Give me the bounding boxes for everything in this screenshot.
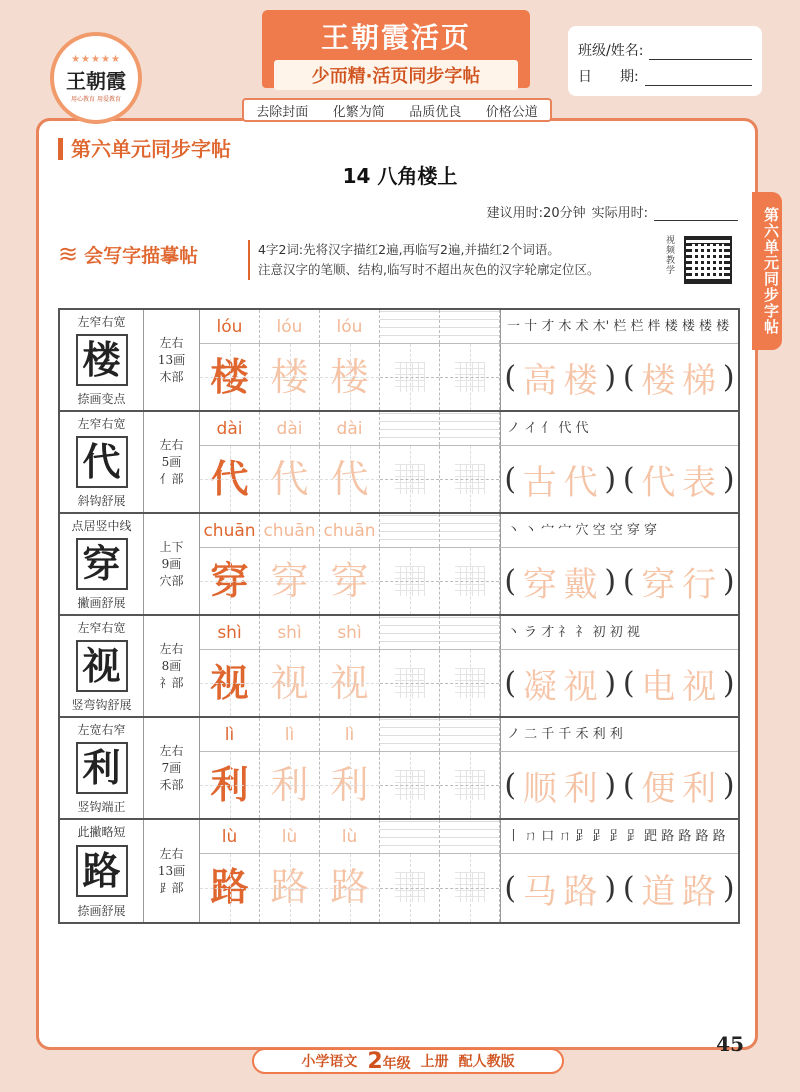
structure-tip: 左窄右宽 [77, 621, 126, 635]
writing-grid[interactable] [380, 752, 440, 818]
structure-type: 左右 [159, 743, 184, 758]
word-char: 戴 [563, 564, 598, 605]
close-paren: ) [722, 665, 735, 701]
date-label: 日 期: [578, 69, 639, 85]
open-paren: ( [622, 461, 635, 497]
word-char: 视 [563, 666, 598, 707]
writing-grid[interactable] [380, 548, 440, 614]
practice-area [200, 514, 738, 614]
page-number: 45 [716, 1032, 744, 1056]
writing-grid[interactable] [440, 752, 500, 818]
section-heading: 第六单元同步字帖 [58, 138, 231, 160]
model-glyph: 穿 [200, 548, 260, 614]
pinyin-trace[interactable]: lóu [320, 310, 380, 343]
pinyin-trace[interactable]: lì [260, 718, 320, 751]
structure-type: 左右 [159, 641, 184, 656]
pinyin-row [200, 718, 738, 752]
word-box[interactable] [620, 455, 739, 504]
logo-text: 王朝霞 [66, 68, 126, 93]
title-banner [262, 10, 530, 88]
character-row [60, 310, 738, 412]
model-glyph: 路 [200, 854, 260, 922]
pinyin-trace[interactable]: chuān [260, 514, 320, 547]
close-paren: ) [722, 563, 735, 599]
practice-area [200, 310, 738, 410]
radical: 木部 [159, 369, 184, 384]
time-note [487, 202, 738, 221]
word-char: 表 [682, 462, 717, 503]
word-char: 代 [641, 462, 676, 503]
character-card [60, 616, 144, 716]
word-practice [500, 344, 738, 410]
footer-grade-number: 2 [367, 1048, 383, 1074]
trace-glyph[interactable]: 视 [260, 650, 320, 716]
word-box[interactable] [620, 761, 739, 810]
unit-side-tab: 第六单元同步字帖 [752, 192, 782, 350]
word-char: 梯 [682, 360, 717, 401]
model-character: 视 [76, 640, 128, 692]
stroke-count: 7画 [161, 760, 182, 775]
pinyin-trace[interactable]: lù [320, 820, 380, 853]
structure-type: 左右 [159, 846, 184, 861]
open-paren: ( [622, 870, 635, 906]
open-paren: ( [622, 665, 635, 701]
pinyin-blank[interactable] [440, 718, 500, 751]
character-meta [144, 718, 200, 818]
character-card [60, 412, 144, 512]
footer-grade: 年级 [382, 1055, 411, 1072]
character-row [60, 718, 738, 820]
practice-heading [58, 240, 198, 268]
actual-time-field[interactable] [654, 207, 738, 221]
word-box[interactable] [620, 864, 739, 913]
writing-grid[interactable] [440, 854, 500, 922]
writing-row [200, 548, 738, 614]
open-paren: ( [622, 767, 635, 803]
model-glyph: 利 [200, 752, 260, 818]
slogan: 价格公道 [485, 104, 538, 120]
close-paren: ) [604, 767, 617, 803]
logo-subtext: 用心教育 用爱教育 [71, 95, 121, 103]
practice-instructions [248, 240, 648, 280]
slogan: 去除封面 [256, 104, 309, 120]
structure-type: 上下 [159, 539, 184, 554]
word-char: 利 [682, 768, 717, 809]
open-paren: ( [622, 563, 635, 599]
pinyin-trace[interactable]: shì [320, 616, 380, 649]
word-char: 路 [563, 871, 598, 912]
radical: 礻部 [159, 675, 184, 690]
structure-tip: 点居竖中线 [71, 519, 132, 533]
brand-logo [50, 32, 142, 124]
stroke-order: 丨 ㄇ 口 ㄇ 𧾷 𧾷 𧾷 𧾷 跁 路 路 路 路 [500, 820, 738, 853]
waves-icon: ≋ [58, 240, 79, 268]
stroke-tip: 捺画变点 [77, 392, 126, 406]
trace-glyph[interactable]: 路 [320, 854, 380, 922]
stroke-order: 丶 丶 宀 宀 穴 空 空 穿 穿 [500, 514, 738, 547]
qr-code-icon[interactable] [684, 236, 732, 284]
character-meta [144, 412, 200, 512]
model-character: 代 [76, 436, 128, 488]
pinyin-row [200, 820, 738, 854]
pinyin-trace[interactable]: dài [320, 412, 380, 445]
writing-grid[interactable] [440, 650, 500, 716]
stroke-tip: 捺画舒展 [77, 904, 126, 918]
stroke-count: 13画 [157, 352, 186, 367]
instruction-line: 注意汉字的笔顺、结构,临写时不超出灰色的汉字轮廓定位区。 [258, 262, 600, 277]
footer-edition: 配人教版 [458, 1054, 515, 1070]
word-char: 视 [682, 666, 717, 707]
pinyin-blank[interactable] [380, 718, 440, 751]
word-practice [500, 446, 738, 512]
pinyin-blank[interactable] [380, 820, 440, 853]
word-box[interactable] [501, 864, 620, 913]
slogan-bar [242, 98, 552, 122]
word-box[interactable] [620, 353, 739, 402]
pinyin-blank[interactable] [440, 412, 500, 445]
pinyin-trace[interactable]: dài [260, 412, 320, 445]
character-meta [144, 616, 200, 716]
trace-glyph[interactable]: 路 [260, 854, 320, 922]
qr-label: 视频教学 [666, 236, 676, 276]
stroke-order: ノ 二 千 千 禾 利 利 [500, 718, 738, 751]
word-box[interactable] [501, 353, 620, 402]
pinyin-blank[interactable] [380, 616, 440, 649]
open-paren: ( [504, 665, 517, 701]
close-paren: ) [604, 461, 617, 497]
word-practice [500, 854, 738, 922]
structure-tip: 左宽右窄 [77, 723, 126, 737]
word-char: 利 [563, 768, 598, 809]
brand-tagline: 少而精·活页同步字帖 [274, 60, 518, 90]
open-paren: ( [504, 767, 517, 803]
trace-glyph[interactable]: 视 [320, 650, 380, 716]
close-paren: ) [604, 563, 617, 599]
word-char: 高 [522, 360, 557, 401]
stroke-count: 8画 [161, 658, 182, 673]
model-character: 穿 [76, 538, 128, 590]
pinyin-trace[interactable]: lì [320, 718, 380, 751]
footer-volume: 上册 [420, 1054, 449, 1070]
lesson-title: 14 八角楼上 [342, 164, 458, 188]
open-paren: ( [504, 870, 517, 906]
word-char: 古 [522, 462, 557, 503]
pinyin-model: chuān [200, 514, 260, 547]
slogan: 化繁为简 [332, 104, 385, 120]
footer-subject: 小学语文 [301, 1054, 358, 1070]
practice-area [200, 616, 738, 716]
stroke-count: 5画 [161, 454, 182, 469]
writing-row [200, 446, 738, 512]
character-meta [144, 820, 200, 922]
open-paren: ( [504, 563, 517, 599]
pinyin-blank[interactable] [440, 310, 500, 343]
writing-grid[interactable] [440, 446, 500, 512]
close-paren: ) [604, 870, 617, 906]
word-char: 穿 [522, 564, 557, 605]
pinyin-blank[interactable] [440, 820, 500, 853]
pinyin-blank[interactable] [440, 616, 500, 649]
writing-grid[interactable] [440, 344, 500, 410]
stroke-tip: 竖钩端正 [77, 800, 126, 814]
trace-glyph[interactable]: 穿 [260, 548, 320, 614]
trace-glyph[interactable]: 穿 [320, 548, 380, 614]
pinyin-row [200, 412, 738, 446]
stroke-count: 9画 [161, 556, 182, 571]
date-field[interactable] [645, 70, 752, 86]
structure-tip: 此撇略短 [77, 825, 126, 839]
pinyin-model: lóu [200, 310, 260, 343]
character-card [60, 820, 144, 922]
character-row [60, 820, 738, 922]
brand-title: 王朝霞活页 [320, 21, 471, 54]
word-char: 穿 [641, 564, 676, 605]
practice-area [200, 412, 738, 512]
star-icons: ★★★★★ [71, 53, 121, 65]
character-row [60, 514, 738, 616]
trace-glyph[interactable]: 利 [320, 752, 380, 818]
close-paren: ) [604, 665, 617, 701]
character-card [60, 514, 144, 614]
radical: ⻊部 [159, 880, 184, 895]
writing-grid[interactable] [380, 446, 440, 512]
word-char: 便 [641, 768, 676, 809]
stroke-tip: 撇画舒展 [77, 596, 126, 610]
writing-grid[interactable] [440, 548, 500, 614]
word-box[interactable] [501, 659, 620, 708]
word-char: 顺 [522, 768, 557, 809]
suggested-time: 建议用时:20分钟 [486, 206, 586, 221]
actual-time-label: 实际用时: [591, 206, 648, 221]
word-char: 道 [641, 871, 676, 912]
radical: 禾部 [159, 777, 184, 792]
stroke-order: 丶 ラ 才 礻 礻 初 初 视 [500, 616, 738, 649]
open-paren: ( [622, 359, 635, 395]
word-char: 凝 [522, 666, 557, 707]
word-char: 楼 [563, 360, 598, 401]
stroke-order: ノ イ 亻 代 代 [500, 412, 738, 445]
model-character: 路 [76, 845, 128, 897]
class-name-field[interactable] [649, 44, 752, 60]
radical: 亻部 [159, 471, 184, 486]
pinyin-row [200, 310, 738, 344]
stroke-tip: 竖弯钩舒展 [71, 698, 132, 712]
trace-glyph[interactable]: 楼 [320, 344, 380, 410]
writing-grid[interactable] [380, 650, 440, 716]
pinyin-trace[interactable]: lóu [260, 310, 320, 343]
word-box[interactable] [620, 659, 739, 708]
practice-title: 会写字描摹帖 [84, 244, 199, 267]
character-card [60, 310, 144, 410]
pinyin-row [200, 616, 738, 650]
writing-grid[interactable] [380, 854, 440, 922]
model-glyph: 楼 [200, 344, 260, 410]
pinyin-blank[interactable] [440, 514, 500, 547]
open-paren: ( [504, 359, 517, 395]
stroke-tip: 斜钩舒展 [77, 494, 126, 508]
trace-glyph[interactable]: 代 [260, 446, 320, 512]
trace-glyph[interactable]: 利 [260, 752, 320, 818]
character-row [60, 412, 738, 514]
instruction-line: 4字2词:先将汉字描红2遍,再临写2遍,并描红2个词语。 [258, 242, 560, 257]
character-card [60, 718, 144, 818]
pinyin-blank[interactable] [380, 514, 440, 547]
structure-type: 左右 [159, 335, 184, 350]
word-box[interactable] [501, 455, 620, 504]
pinyin-trace[interactable]: lù [260, 820, 320, 853]
writing-row [200, 650, 738, 716]
close-paren: ) [722, 870, 735, 906]
close-paren: ) [722, 461, 735, 497]
structure-type: 左右 [159, 437, 184, 452]
word-box[interactable] [620, 557, 739, 606]
slogan: 品质优良 [409, 104, 462, 120]
class-name-label: 班级/姓名: [578, 43, 644, 59]
student-info-box [568, 26, 762, 96]
word-char: 马 [522, 871, 557, 912]
word-char: 电 [641, 666, 676, 707]
pinyin-model: lì [200, 718, 260, 751]
writing-row [200, 752, 738, 818]
pinyin-model: shì [200, 616, 260, 649]
model-glyph: 代 [200, 446, 260, 512]
word-practice [500, 650, 738, 716]
close-paren: ) [722, 359, 735, 395]
word-char: 行 [682, 564, 717, 605]
structure-tip: 左窄右宽 [77, 417, 126, 431]
practice-area [200, 718, 738, 818]
writing-row [200, 344, 738, 410]
writing-grid[interactable] [380, 344, 440, 410]
practice-area [200, 820, 738, 922]
close-paren: ) [604, 359, 617, 395]
model-character: 楼 [76, 334, 128, 386]
trace-glyph[interactable]: 楼 [260, 344, 320, 410]
character-meta [144, 514, 200, 614]
pinyin-trace[interactable]: shì [260, 616, 320, 649]
word-char: 路 [682, 871, 717, 912]
practice-table [58, 308, 740, 924]
close-paren: ) [722, 767, 735, 803]
pinyin-trace[interactable]: chuān [320, 514, 380, 547]
word-practice [500, 548, 738, 614]
word-char: 代 [563, 462, 598, 503]
word-box[interactable] [501, 761, 620, 810]
footer-bar [252, 1048, 564, 1074]
stroke-order: 一 十 才 木 术 木' 栏 栏 柈 楼 楼 楼 楼 [500, 310, 738, 343]
pinyin-model: lù [200, 820, 260, 853]
character-meta [144, 310, 200, 410]
word-char: 楼 [641, 360, 676, 401]
pinyin-blank[interactable] [380, 412, 440, 445]
model-glyph: 视 [200, 650, 260, 716]
radical: 穴部 [159, 573, 184, 588]
character-row [60, 616, 738, 718]
pinyin-row [200, 514, 738, 548]
stroke-count: 13画 [157, 863, 186, 878]
word-box[interactable] [501, 557, 620, 606]
word-practice [500, 752, 738, 818]
structure-tip: 左窄右宽 [77, 315, 126, 329]
pinyin-blank[interactable] [380, 310, 440, 343]
pinyin-model: dài [200, 412, 260, 445]
model-character: 利 [76, 742, 128, 794]
writing-row [200, 854, 738, 922]
open-paren: ( [504, 461, 517, 497]
trace-glyph[interactable]: 代 [320, 446, 380, 512]
